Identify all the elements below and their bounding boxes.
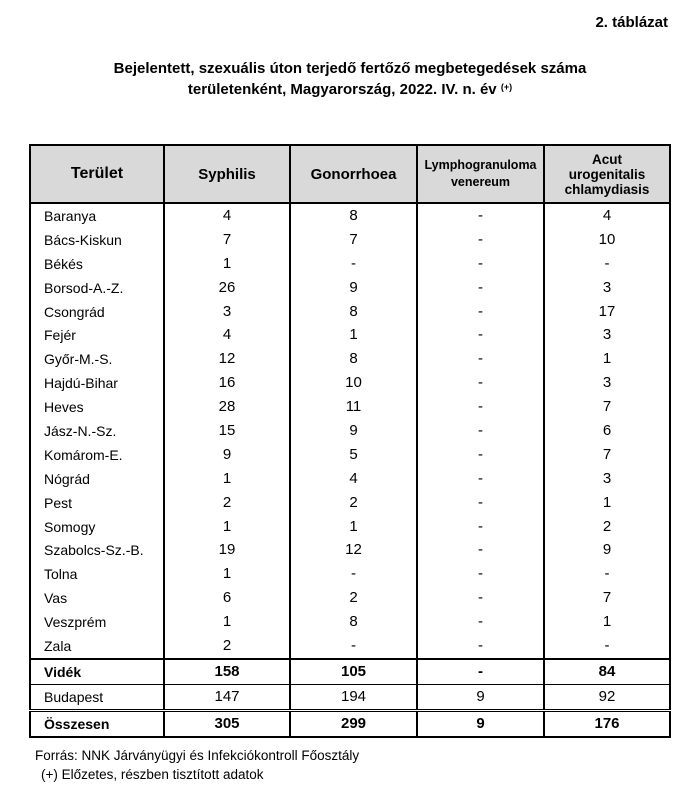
cell-chlam: 3 (544, 276, 670, 300)
table-row (30, 610, 670, 634)
cell-lympho: - (417, 491, 544, 515)
cell-area: Vidék (30, 659, 164, 684)
cell-chlam: - (544, 562, 670, 586)
cell-gonorrhoea: 8 (290, 610, 417, 634)
cell-gonorrhoea: 9 (290, 276, 417, 300)
cell-chlam: 6 (544, 419, 670, 443)
cell-lympho: 9 (417, 684, 544, 710)
cell-chlam: 3 (544, 323, 670, 347)
cell-gonorrhoea: 8 (290, 300, 417, 324)
table-row (30, 203, 670, 228)
cell-syphilis: 305 (164, 710, 290, 736)
cell-lympho: - (417, 634, 544, 659)
chlam-header-line-2: urogenitalis (568, 166, 646, 182)
table-row (30, 634, 670, 659)
table-row (30, 395, 670, 419)
cell-syphilis: 1 (164, 610, 290, 634)
cell-gonorrhoea: 5 (290, 443, 417, 467)
table-title (0, 58, 700, 100)
cell-gonorrhoea: 12 (290, 538, 417, 562)
table-row (30, 252, 670, 276)
cell-syphilis: 12 (164, 347, 290, 371)
cell-area: Csongrád (30, 300, 164, 324)
cell-area: Komárom-E. (30, 443, 164, 467)
cell-gonorrhoea: 4 (290, 467, 417, 491)
cell-gonorrhoea: - (290, 634, 417, 659)
cell-syphilis: 1 (164, 515, 290, 539)
cell-chlam: 7 (544, 586, 670, 610)
cell-gonorrhoea: 7 (290, 228, 417, 252)
cell-lympho: - (417, 203, 544, 228)
cell-area: Borsod-A.-Z. (30, 276, 164, 300)
cell-chlam: 3 (544, 371, 670, 395)
table-row (30, 347, 670, 371)
cell-area: Tolna (30, 562, 164, 586)
cell-gonorrhoea: 8 (290, 347, 417, 371)
cell-area: Baranya (30, 203, 164, 228)
cell-syphilis: 7 (164, 228, 290, 252)
table-row (30, 467, 670, 491)
cell-lympho: - (417, 395, 544, 419)
table-row (30, 323, 670, 347)
cell-gonorrhoea: - (290, 252, 417, 276)
source-note: Forrás: NNK Járványügyi és Infekciókontroll Főosztály (35, 748, 360, 763)
cell-lympho: 9 (417, 710, 544, 736)
cell-area: Somogy (30, 515, 164, 539)
cell-chlam: 1 (544, 610, 670, 634)
lympho-header-line-2: venereum (450, 175, 511, 189)
cell-syphilis: 158 (164, 659, 290, 684)
cell-syphilis: 2 (164, 491, 290, 515)
title-line-1: Bejelentett, szexuális úton terjedő fertőző megbetegedések száma (113, 60, 587, 77)
cell-area: Heves (30, 395, 164, 419)
cell-chlam: - (544, 634, 670, 659)
cell-chlam: 7 (544, 395, 670, 419)
cell-lympho: - (417, 538, 544, 562)
cell-syphilis: 3 (164, 300, 290, 324)
cell-syphilis: 1 (164, 252, 290, 276)
cell-area: Nógrád (30, 467, 164, 491)
cell-gonorrhoea: 105 (290, 659, 417, 684)
chlam-header-line-3: chlamydiasis (564, 181, 650, 197)
cell-lympho: - (417, 419, 544, 443)
cell-lympho: - (417, 659, 544, 684)
cell-area: Vas (30, 586, 164, 610)
table-row (30, 371, 670, 395)
cell-area: Szabolcs-Sz.-B. (30, 538, 164, 562)
cell-chlam: 1 (544, 347, 670, 371)
cell-area: Budapest (30, 684, 164, 710)
chlam-header-line-1: Acut (592, 151, 622, 167)
row-budapest (30, 684, 670, 710)
cell-chlam: 3 (544, 467, 670, 491)
title-line-2-text: területenként, Magyarország, 2022. IV. n. év (187, 81, 497, 98)
cell-chlam: 17 (544, 300, 670, 324)
table-row (30, 419, 670, 443)
cell-syphilis: 147 (164, 684, 290, 710)
cell-area: Jász-N.-Sz. (30, 419, 164, 443)
cell-lympho: - (417, 323, 544, 347)
cell-gonorrhoea: 11 (290, 395, 417, 419)
cell-chlam: - (544, 252, 670, 276)
std-cases-table (29, 144, 671, 738)
cell-syphilis: 15 (164, 419, 290, 443)
table-row (30, 443, 670, 467)
cell-lympho: - (417, 443, 544, 467)
cell-syphilis: 19 (164, 538, 290, 562)
cell-gonorrhoea: 1 (290, 515, 417, 539)
cell-area: Békés (30, 252, 164, 276)
cell-gonorrhoea: 8 (290, 203, 417, 228)
col-header-chlamydiasis (544, 145, 670, 203)
cell-syphilis: 6 (164, 586, 290, 610)
cell-gonorrhoea: 1 (290, 323, 417, 347)
cell-lympho: - (417, 300, 544, 324)
table-row (30, 276, 670, 300)
table-row (30, 515, 670, 539)
cell-lympho: - (417, 515, 544, 539)
cell-syphilis: 1 (164, 467, 290, 491)
cell-gonorrhoea: 10 (290, 371, 417, 395)
cell-area: Bács-Kiskun (30, 228, 164, 252)
cell-lympho: - (417, 586, 544, 610)
table-row (30, 491, 670, 515)
cell-area: Pest (30, 491, 164, 515)
cell-lympho: - (417, 371, 544, 395)
cell-area: Fejér (30, 323, 164, 347)
cell-chlam: 9 (544, 538, 670, 562)
cell-lympho: - (417, 610, 544, 634)
cell-gonorrhoea: 9 (290, 419, 417, 443)
cell-syphilis: 9 (164, 443, 290, 467)
table-row (30, 562, 670, 586)
cell-area: Győr-M.-S. (30, 347, 164, 371)
lympho-header-line-1: Lymphogranuloma (424, 158, 537, 172)
col-header-syphilis: Syphilis (164, 145, 290, 203)
cell-chlam: 84 (544, 659, 670, 684)
cell-area: Veszprém (30, 610, 164, 634)
cell-gonorrhoea: - (290, 562, 417, 586)
cell-syphilis: 4 (164, 203, 290, 228)
cell-chlam: 176 (544, 710, 670, 736)
cell-lympho: - (417, 562, 544, 586)
cell-chlam: 4 (544, 203, 670, 228)
table-row (30, 300, 670, 324)
cell-gonorrhoea: 2 (290, 586, 417, 610)
cell-chlam: 1 (544, 491, 670, 515)
cell-chlam: 2 (544, 515, 670, 539)
table-row (30, 586, 670, 610)
cell-gonorrhoea: 299 (290, 710, 417, 736)
subtotal-row-videk (30, 659, 670, 684)
cell-area: Hajdú-Bihar (30, 371, 164, 395)
cell-lympho: - (417, 276, 544, 300)
cell-syphilis: 28 (164, 395, 290, 419)
cell-syphilis: 26 (164, 276, 290, 300)
title-superscript: (+) (500, 82, 513, 92)
preliminary-note: (+) Előzetes, részben tisztított adatok (41, 767, 264, 782)
cell-syphilis: 4 (164, 323, 290, 347)
cell-lympho: - (417, 347, 544, 371)
cell-area: Összesen (30, 710, 164, 736)
cell-chlam: 7 (544, 443, 670, 467)
title-line-2 (0, 79, 700, 100)
cell-syphilis: 16 (164, 371, 290, 395)
cell-lympho: - (417, 252, 544, 276)
total-row (30, 710, 670, 736)
col-header-gonorrhoea: Gonorrhoea (290, 145, 417, 203)
cell-syphilis: 1 (164, 562, 290, 586)
cell-area: Zala (30, 634, 164, 659)
table-header-row (30, 145, 670, 203)
table-row (30, 228, 670, 252)
table-row (30, 538, 670, 562)
col-header-area: Terület (30, 145, 164, 203)
table-number-label: 2. táblázat (595, 14, 668, 31)
cell-lympho: - (417, 228, 544, 252)
cell-chlam: 92 (544, 684, 670, 710)
cell-gonorrhoea: 194 (290, 684, 417, 710)
cell-gonorrhoea: 2 (290, 491, 417, 515)
table-footer (35, 746, 359, 784)
cell-lympho: - (417, 467, 544, 491)
col-header-lymphogranuloma (417, 145, 544, 203)
cell-chlam: 10 (544, 228, 670, 252)
cell-syphilis: 2 (164, 634, 290, 659)
